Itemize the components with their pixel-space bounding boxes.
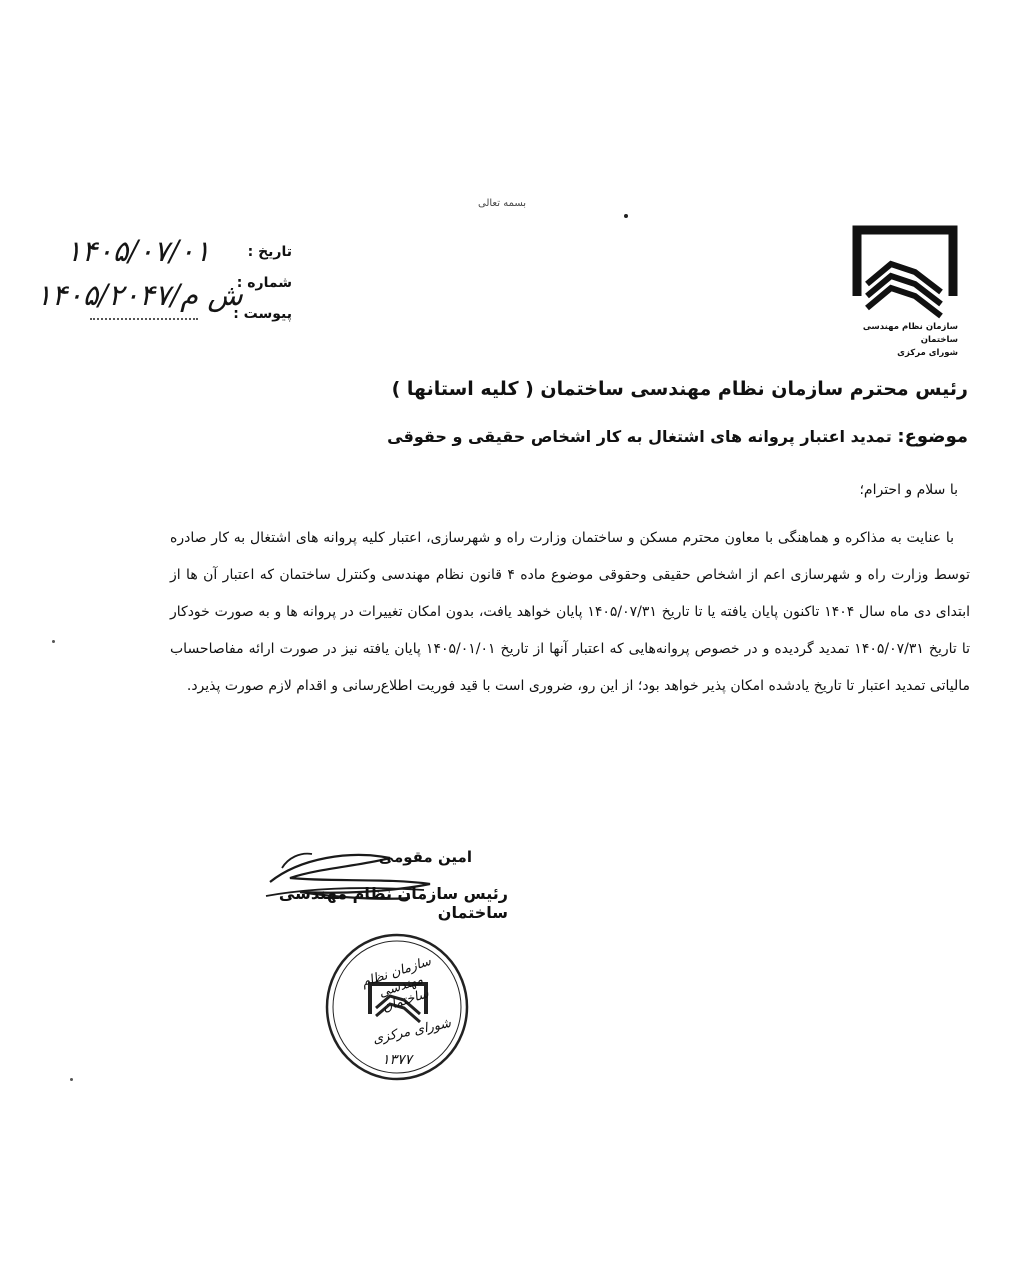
org-logo-icon [845,220,965,320]
seal-year: ۱۳۷۷ [381,1052,413,1068]
organization-logo [840,220,970,358]
signatory-name: امین مقومی [378,848,472,866]
logo-caption [840,321,958,360]
scan-speck [52,640,55,643]
greeting: با سلام و احترام؛ [859,482,958,498]
ink-dot [624,214,628,218]
logo-caption-line2: شورای مرکزی [897,348,958,358]
attachment-blank-line [90,318,198,320]
scan-speck [70,1078,73,1081]
recipient-line: رئیس محترم سازمان نظام مهندسی ساختمان ( کلیه استانها ) [391,378,968,400]
subject-line [248,426,968,447]
top-mark: بسمه تعالی [478,198,527,209]
date-label: تاریخ : [247,244,292,260]
subject-label: موضوع: [897,426,968,447]
seal-council: شورای مرکزی [371,1015,453,1048]
letter-body: با عنایت به مذاکره و هماهنگی با معاون محترم مسکن و ساختمان وزارت راه و شهرسازی، اعتبار کلیه پروانه های اشتغال به کار صادره توسط وزارت راه و شهرسازی اعم از اشخاص حقیقی وحقوقی موضوع ماده ۴ قانون نظام مهندسی وکنترل ساختمان که اعتبار آن ها از ابتدای دی ماه سال ۱۴۰۴ تاکنون پایان یافته یا تا تاریخ ۱۴۰۵/۰۷/۳۱ پایان خواهد یافت، بدون امکان تغییرات در پروانه ها و به صورت خودکار تا تاریخ ۱۴۰۵/۰۷/۳۱ تمدید گردیده و در خصوص پروانه‌هایی که اعتبار آنها از تاریخ ۱۴۰۵/۰۱/۰۱ پایان یافته نیز در صورت ارائه مفاصاحساب مالیاتی تمدید اعتبار تا تاریخ یادشده امکان پذیر خواهد بود؛ از این رو، ضروری است با قید فوریت اطلاع‌رسانی و اقدام لازم صورت پذیرد. [170,530,971,694]
signatory-title: رئیس سازمان نظام مهندسی ساختمان [278,884,508,922]
seal-organization-name: سازمان نظام مهندسی ساختمان [359,953,433,1016]
subject-text: تمدید اعتبار پروانه های اشتغال به کار اشخاص حقیقی و حقوقی [387,427,892,446]
official-seal [322,932,472,1082]
attachment-label: پیوست : [233,306,292,322]
handwritten-number: ۱۴۰۵/۲۰۴۷/ش م [36,278,243,312]
number-label: شماره : [236,275,292,291]
handwritten-date: ۱۴۰۵/۰۷/۰۱ [66,234,211,268]
logo-caption-line1: سازمان نظام مهندسی ساختمان [862,322,958,345]
